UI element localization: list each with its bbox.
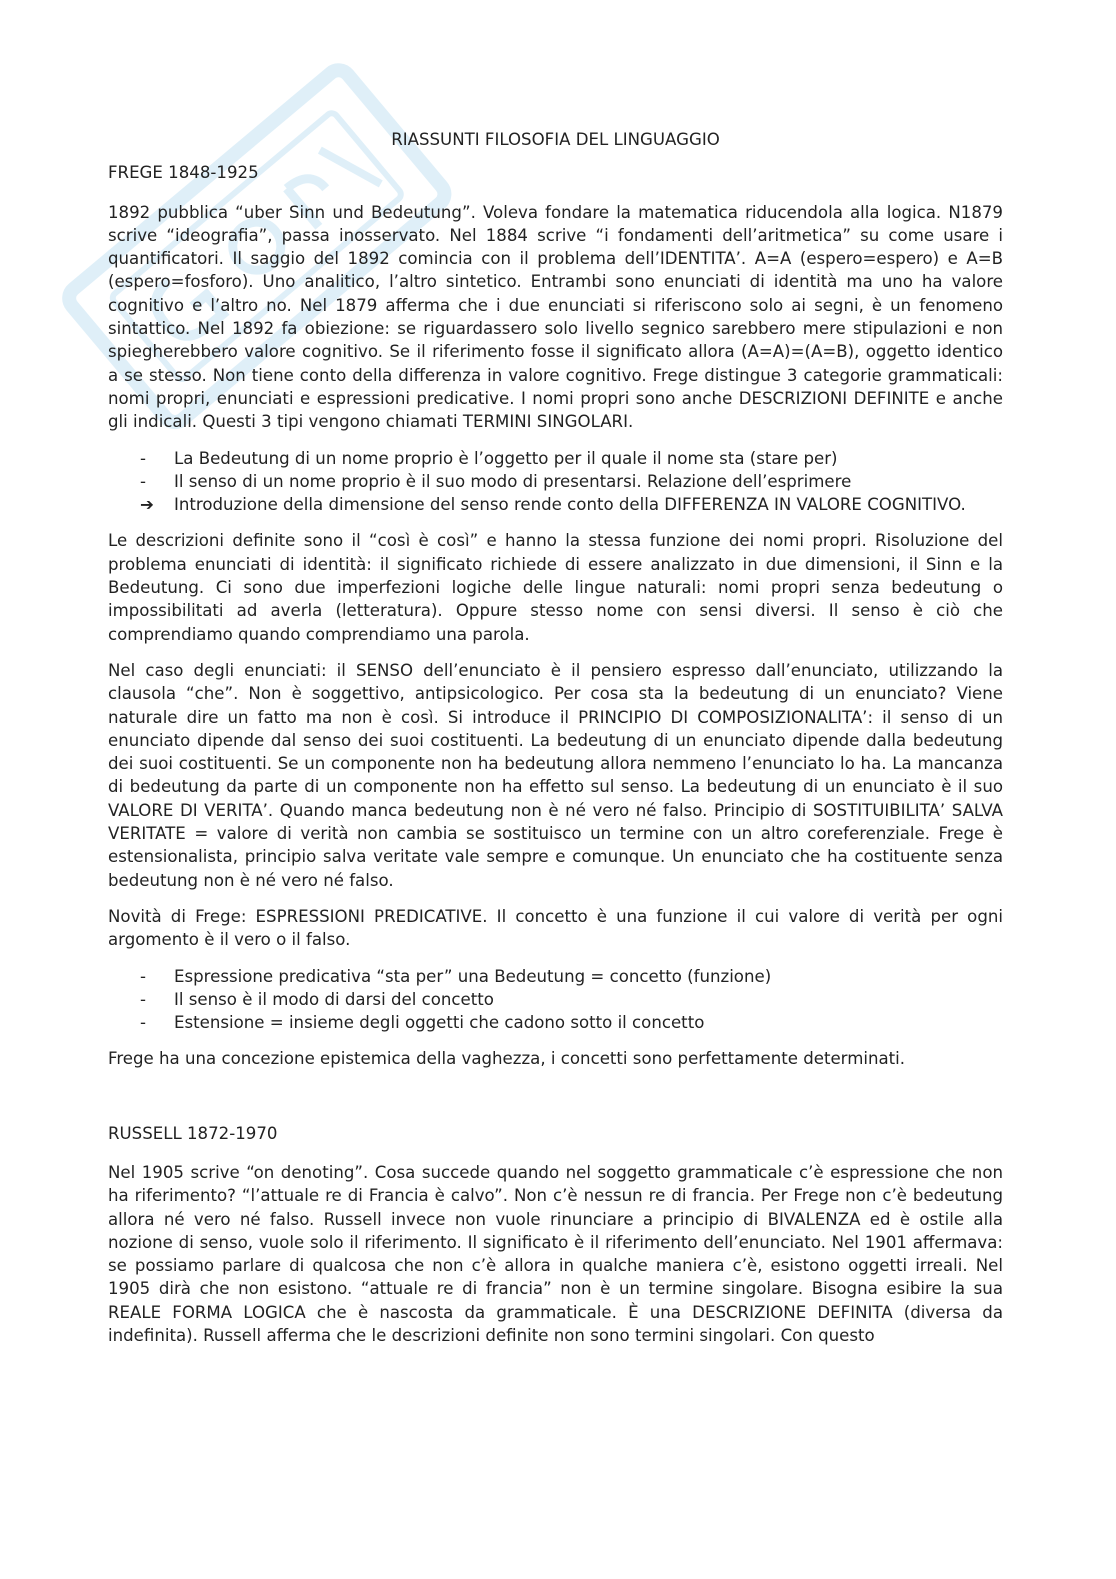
dash-marker: -	[140, 1013, 146, 1033]
list-item	[108, 447, 1003, 470]
section-spacer	[108, 1084, 1003, 1122]
dash-marker: -	[140, 989, 146, 1009]
list-item-text: Estensione = insieme degli oggetti che cadono sotto il concetto	[174, 1013, 705, 1033]
paragraph: 1892 pubblica “uber Sinn und Bedeutung”. Voleva fondare la matematica riducendola alla logica. N1879 scrive “ideografia”, passa inosservato. Nel 1884 scrive “i fondamenti dell’aritmetica” su come usare i quantificatori. Il saggio del 1892 comincia con il problema dell’IDENTITA’. A=A (espero=espero) e A=B (espero=fosforo). Uno analitico, l’altro sintetico. Entrambi sono enunciati di identità ma uno ha valore cognitivo e l’altro no. Nel 1879 afferma che i due enunciati si riferiscono solo ai segni, è un fenomeno sintattico. Nel 1892 fa obiezione: se riguardassero solo livello segnico sarebbero mere stipulazioni e non spiegherebbero valore cognitivo. Se il riferimento fosse il significato allora (A=A)=(A=B), oggetto identico a se stesso. Non tiene conto della differenza in valore cognitivo. Frege distingue 3 categorie grammaticali: nomi propri, enunciati e espressioni predicative. I nomi propri sono anche DESCRIZIONI DEFINITE e anche gli indicali. Questi 3 tipi vengono chiamati TERMINI SINGOLARI.	[108, 202, 1003, 432]
section-heading-frege: FREGE 1848-1925	[108, 163, 259, 183]
paragraph: Le descrizioni definite sono il “così è così” e hanno la stessa funzione dei nomi propri. Risoluzione del problema enunciati di identità: il significato richiede di essere analizzato in due dimensioni, il Sinn e la Bedeutung. Ci sono due imperfezioni logiche delle lingue naturali: nomi propri senza bedeutung o impossibilitati ad averla (letteratura). Oppure stesso nome con sensi diversi. Il senso è ciò che comprendiamo quando comprendiamo una parola.	[108, 531, 1003, 644]
list-item-text: Espressione predicativa “sta per” una Bedeutung = concetto (funzione)	[174, 966, 772, 986]
paragraph: Nel caso degli enunciati: il SENSO dell’enunciato è il pensiero espresso dall’enunciato, utilizzando la clausola “che”. Non è soggettivo, antipsicologico. Per cosa sta la bedeutung di un enunciato? Viene naturale dire un fatto ma non è così. Si introduce il PRINCIPIO DI COMPOSIZIONALITA’: il senso di un enunciato dipende dal senso dei suoi costituenti. La bedeutung di un enunciato dipende dalla bedeutung dei suoi costituenti. Se un componente non ha bedeutung allora nemmeno l’enunciato lo ha. La mancanza di bedeutung da parte di un componente non ha effetto sul senso. La bedeutung di un enunciato è il suo VALORE DI VERITA’. Quando manca bedeutung non è né vero né falso. Principio di SOSTITUIBILITA’ SALVA VERITATE = valore di verità non cambia se sostituisco un termine con un altro coreferenziale. Frege è estensionalista, principio salva veritate vale sempre e comunque. Un enunciato che ha costituente senza bedeutung non è né vero né falso.	[108, 660, 1003, 890]
list-item-text: Introduzione della dimensione del senso rende conto della DIFFERENZA IN VALORE COGNITIVO.	[174, 495, 966, 515]
list-item-text: Il senso è il modo di darsi del concetto	[174, 989, 494, 1009]
page-title: RIASSUNTI FILOSOFIA DEL LINGUAGGIO	[391, 130, 720, 149]
list-item	[108, 470, 1003, 493]
list-item	[108, 965, 1003, 988]
list-item	[108, 1011, 1003, 1034]
document-page	[108, 128, 1003, 1360]
list-item	[108, 493, 1003, 516]
bullet-list	[108, 965, 1003, 1035]
paragraph: Nel 1905 scrive “on denoting”. Cosa succede quando nel soggetto grammaticale c’è espressione che non ha riferimento? “l’attuale re di Francia è calvo”. Non c’è nessun re di francia. Per Frege non c’è bedeutung allora né vero né falso. Russell invece non vuole rinunciare a principio di BIVALENZA ed è ostile alla nozione di senso, vuole solo il riferimento. Il significato è il riferimento dell’enunciato. Nel 1901 affermava: se possiamo parlare di qualcosa che non c’è allora in qualche maniera c’è, esistono oggetti irreali. Nel 1905 dirà che non esistono. “attuale re di francia” non è un termine singolare. Bisogna esibire la sua REALE FORMA LOGICA che è nascosta da grammaticale. È una DESCRIZIONE DEFINITA (diversa da indefinita). Russell afferma che le descrizioni definite non sono termini singolari. Con questo	[108, 1162, 1003, 1346]
dash-marker: -	[140, 448, 146, 468]
dash-marker: -	[140, 471, 146, 491]
dash-marker: -	[140, 966, 146, 986]
list-item-text: Il senso di un nome proprio è il suo modo di presentarsi. Relazione dell’esprimere	[174, 471, 852, 491]
list-item	[108, 988, 1003, 1011]
section-heading-russell: RUSSELL 1872-1970	[108, 1123, 278, 1143]
bullet-list	[108, 447, 1003, 517]
paragraph: Novità di Frege: ESPRESSIONI PREDICATIVE. Il concetto è una funzione il cui valore di verità per ogni argomento è il vero o il falso.	[108, 906, 1003, 950]
list-item-text: La Bedeutung di un nome proprio è l’oggetto per il quale il nome sta (stare per)	[174, 448, 838, 468]
arrow-right-icon: ➔	[140, 495, 154, 515]
paragraph: Frege ha una concezione epistemica della vaghezza, i concetti sono perfettamente determinati.	[108, 1049, 906, 1069]
